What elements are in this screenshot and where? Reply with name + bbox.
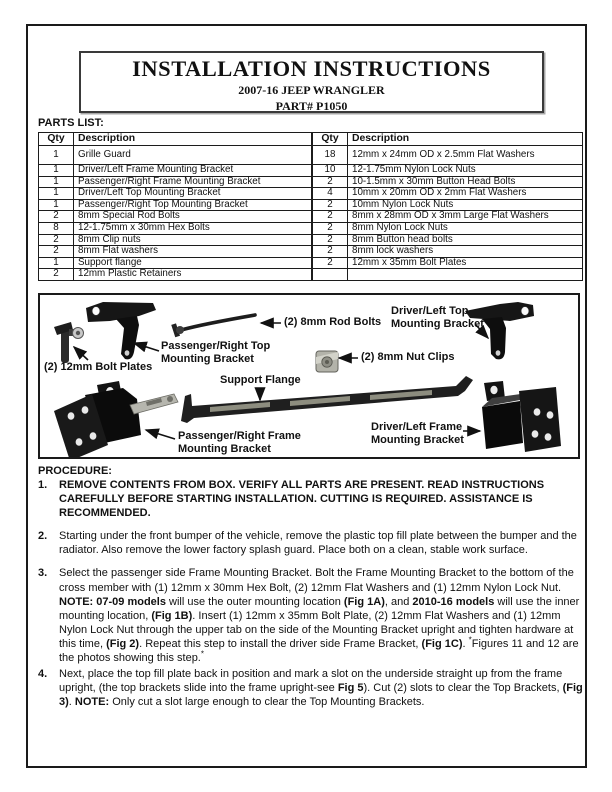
description-header: Description bbox=[74, 133, 312, 146]
part-desc: 8mm Flat washers bbox=[74, 246, 312, 258]
table-row bbox=[313, 211, 583, 223]
table-row bbox=[313, 257, 583, 269]
table-row bbox=[313, 176, 583, 188]
table-row bbox=[39, 269, 312, 281]
table-row bbox=[39, 146, 312, 165]
frame-bracket-right-part bbox=[54, 381, 178, 457]
table-row bbox=[39, 257, 312, 269]
part-desc: 8mm Clip nuts bbox=[74, 234, 312, 246]
part-qty: 2 bbox=[39, 211, 74, 223]
part-qty: 1 bbox=[39, 188, 74, 200]
bolt-plates-label: (2) 12mm Bolt Plates bbox=[44, 361, 153, 373]
part-desc: 8mm Button head bolts bbox=[348, 234, 583, 246]
step-text: Starting under the front bumper of the vehicle, remove the plastic top fill plate between the bumper and the radiator. Also remove the lower factory splash guard. Place both on a clean, stable work surface. bbox=[59, 530, 577, 557]
table-header-row bbox=[39, 133, 312, 146]
table-row bbox=[39, 165, 312, 177]
part-qty: 2 bbox=[313, 257, 348, 269]
part-desc: Driver/Left Top Mounting Bracket bbox=[74, 188, 312, 200]
step-text: REMOVE CONTENTS FROM BOX. VERIFY ALL PARTS ARE PRESENT. READ INSTRUCTIONS CAREFULLY BEFORE STARTING INSTALLATION. CUTTING IS REQUIRED. ASSISTANCE IS RECOMMENDED. bbox=[59, 479, 545, 520]
procedure-heading: PROCEDURE: bbox=[38, 465, 112, 477]
parts-table-left bbox=[38, 132, 312, 281]
part-desc: 8mm x 28mm OD x 3mm Large Flat Washers bbox=[348, 211, 583, 223]
frame-bracket-left-part bbox=[482, 381, 561, 452]
part-desc: 10mm x 20mm OD x 2mm Flat Washers bbox=[348, 188, 583, 200]
procedure-step bbox=[38, 667, 585, 709]
table-row bbox=[313, 199, 583, 211]
top-bracket-left-label bbox=[391, 305, 484, 330]
part-desc: 12-1.75mm Nylon Lock Nuts bbox=[348, 165, 583, 177]
part-qty: 18 bbox=[313, 146, 348, 165]
part-qty: 4 bbox=[313, 188, 348, 200]
table-row bbox=[39, 176, 312, 188]
part-qty: 2 bbox=[39, 246, 74, 258]
table-row bbox=[313, 165, 583, 177]
table-row bbox=[313, 269, 583, 281]
part-desc: Passenger/Right Top Mounting Bracket bbox=[74, 199, 312, 211]
label-line: Mounting Bracket bbox=[178, 442, 271, 455]
parts-table-right bbox=[312, 132, 583, 281]
part-desc: 8mm Nylon Lock Nuts bbox=[348, 222, 583, 234]
label-line: Passenger/Right Frame bbox=[178, 430, 301, 442]
top-bracket-right-part bbox=[86, 302, 156, 359]
bolt-plate-part bbox=[54, 322, 84, 363]
part-desc: 12mm Plastic Retainers bbox=[74, 269, 312, 281]
part-qty: 1 bbox=[39, 165, 74, 177]
nut-clips-label: (2) 8mm Nut Clips bbox=[361, 351, 455, 363]
part-qty: 8 bbox=[39, 222, 74, 234]
part-qty: 2 bbox=[313, 222, 348, 234]
part-desc: 12-1.75mm x 30mm Hex Bolts bbox=[74, 222, 312, 234]
parts-list-heading: PARTS LIST: bbox=[38, 117, 104, 129]
part-desc: 10-1.5mm x 30mm Button Head Bolts bbox=[348, 176, 583, 188]
step-number: 1. bbox=[38, 479, 48, 491]
table-row bbox=[39, 234, 312, 246]
part-desc bbox=[348, 269, 583, 281]
label-line: Mounting Bracket bbox=[391, 317, 484, 330]
vehicle-subtitle: 2007-16 JEEP WRANGLER bbox=[238, 83, 385, 97]
part-qty: 2 bbox=[313, 199, 348, 211]
procedure-steps bbox=[38, 478, 585, 709]
label-line: Driver/Left Top bbox=[391, 305, 469, 317]
table-row bbox=[39, 199, 312, 211]
procedure-step bbox=[38, 566, 585, 665]
part-qty: 2 bbox=[313, 246, 348, 258]
frame-bracket-left-label bbox=[371, 421, 464, 446]
part-desc: 8mm Special Rod Bolts bbox=[74, 211, 312, 223]
label-line: Driver/Left Frame bbox=[371, 421, 463, 433]
part-qty: 2 bbox=[313, 211, 348, 223]
part-qty: 1 bbox=[39, 199, 74, 211]
part-qty: 2 bbox=[39, 269, 74, 281]
table-row bbox=[313, 222, 583, 234]
step-number: 2. bbox=[38, 530, 48, 543]
page-border bbox=[26, 24, 587, 768]
step-text: Select the passenger side Frame Mounting Bracket. Bolt the Frame Mounting Bracket to the bottom of the cross member with (1) 12mm x 30mm Hex Bolt, (2) 12mm Flat Washers and (1) 12mm Nylon Lock Nut. NOTE: 07-09 models will use the outer mounting location (Fig 1A), and 2010-16 models will use the inner mounting location, (Fig 1B). Insert (1) 12mm x 35mm Bolt Plate, (2) 12mm Flat Washers and (1) 12mm Nylon Lock Nut through the upper tab on the side of the Mounting Bracket upright and tighten hardware at this time, (Fig 2). Repeat this step to install the driver side Frame Bracket, (Fig 1C). *Figures 11 and 12 are the photos showing this step.* bbox=[59, 567, 580, 665]
parts-tables bbox=[38, 132, 583, 281]
table-row bbox=[313, 234, 583, 246]
table-row bbox=[313, 188, 583, 200]
part-desc: 12mm x 35mm Bolt Plates bbox=[348, 257, 583, 269]
part-number: PART# P1050 bbox=[275, 99, 348, 113]
label-line: Mounting Bracket bbox=[161, 352, 254, 365]
table-row bbox=[313, 246, 583, 258]
part-qty: 2 bbox=[313, 176, 348, 188]
part-qty: 10 bbox=[313, 165, 348, 177]
label-line: Mounting Bracket bbox=[371, 433, 464, 446]
table-row bbox=[39, 222, 312, 234]
part-qty: 1 bbox=[39, 257, 74, 269]
part-qty: 1 bbox=[39, 146, 74, 165]
qty-header: Qty bbox=[39, 133, 74, 146]
table-row bbox=[313, 146, 583, 165]
part-desc: Support flange bbox=[74, 257, 312, 269]
top-bracket-right-label bbox=[161, 340, 270, 365]
label-line: Passenger/Right Top bbox=[161, 340, 271, 352]
rod-bolts-label: (2) 8mm Rod Bolts bbox=[284, 316, 382, 328]
rod-bolt-part bbox=[171, 315, 255, 337]
part-desc: 8mm lock washers bbox=[348, 246, 583, 258]
table-row bbox=[39, 211, 312, 223]
part-qty bbox=[313, 269, 348, 281]
procedure-step bbox=[38, 478, 585, 520]
part-desc: Passenger/Right Frame Mounting Bracket bbox=[74, 176, 312, 188]
frame-bracket-right-label bbox=[178, 430, 301, 455]
nut-clip-part bbox=[316, 351, 338, 372]
part-desc: Driver/Left Frame Mounting Bracket bbox=[74, 165, 312, 177]
qty-header: Qty bbox=[313, 133, 348, 146]
step-text: Next, place the top fill plate back in position and mark a slot on the underside straight up from the frame upright, (the top brackets slide into the frame upright-see Fig 5). Cut (2) slots to clear the Top Brackets, (Fig 3). NOTE: Only cut a slot large enough to clear the Top Mounting Brackets. bbox=[59, 668, 583, 709]
table-row bbox=[39, 246, 312, 258]
part-qty: 1 bbox=[39, 176, 74, 188]
part-desc: 10mm Nylon Lock Nuts bbox=[348, 199, 583, 211]
parts-diagram bbox=[38, 293, 580, 459]
page-title: INSTALLATION INSTRUCTIONS bbox=[132, 56, 491, 81]
table-header-row bbox=[313, 133, 583, 146]
part-qty: 2 bbox=[39, 234, 74, 246]
title-box bbox=[79, 51, 544, 113]
step-number: 4. bbox=[38, 668, 48, 681]
table-row bbox=[39, 188, 312, 200]
description-header: Description bbox=[348, 133, 583, 146]
part-qty: 2 bbox=[313, 234, 348, 246]
support-flange-label: Support Flange bbox=[220, 374, 301, 386]
procedure-step bbox=[38, 529, 585, 557]
step-number: 3. bbox=[38, 567, 48, 580]
part-desc: Grille Guard bbox=[74, 146, 312, 165]
part-desc: 12mm x 24mm OD x 2.5mm Flat Washers bbox=[348, 146, 583, 165]
